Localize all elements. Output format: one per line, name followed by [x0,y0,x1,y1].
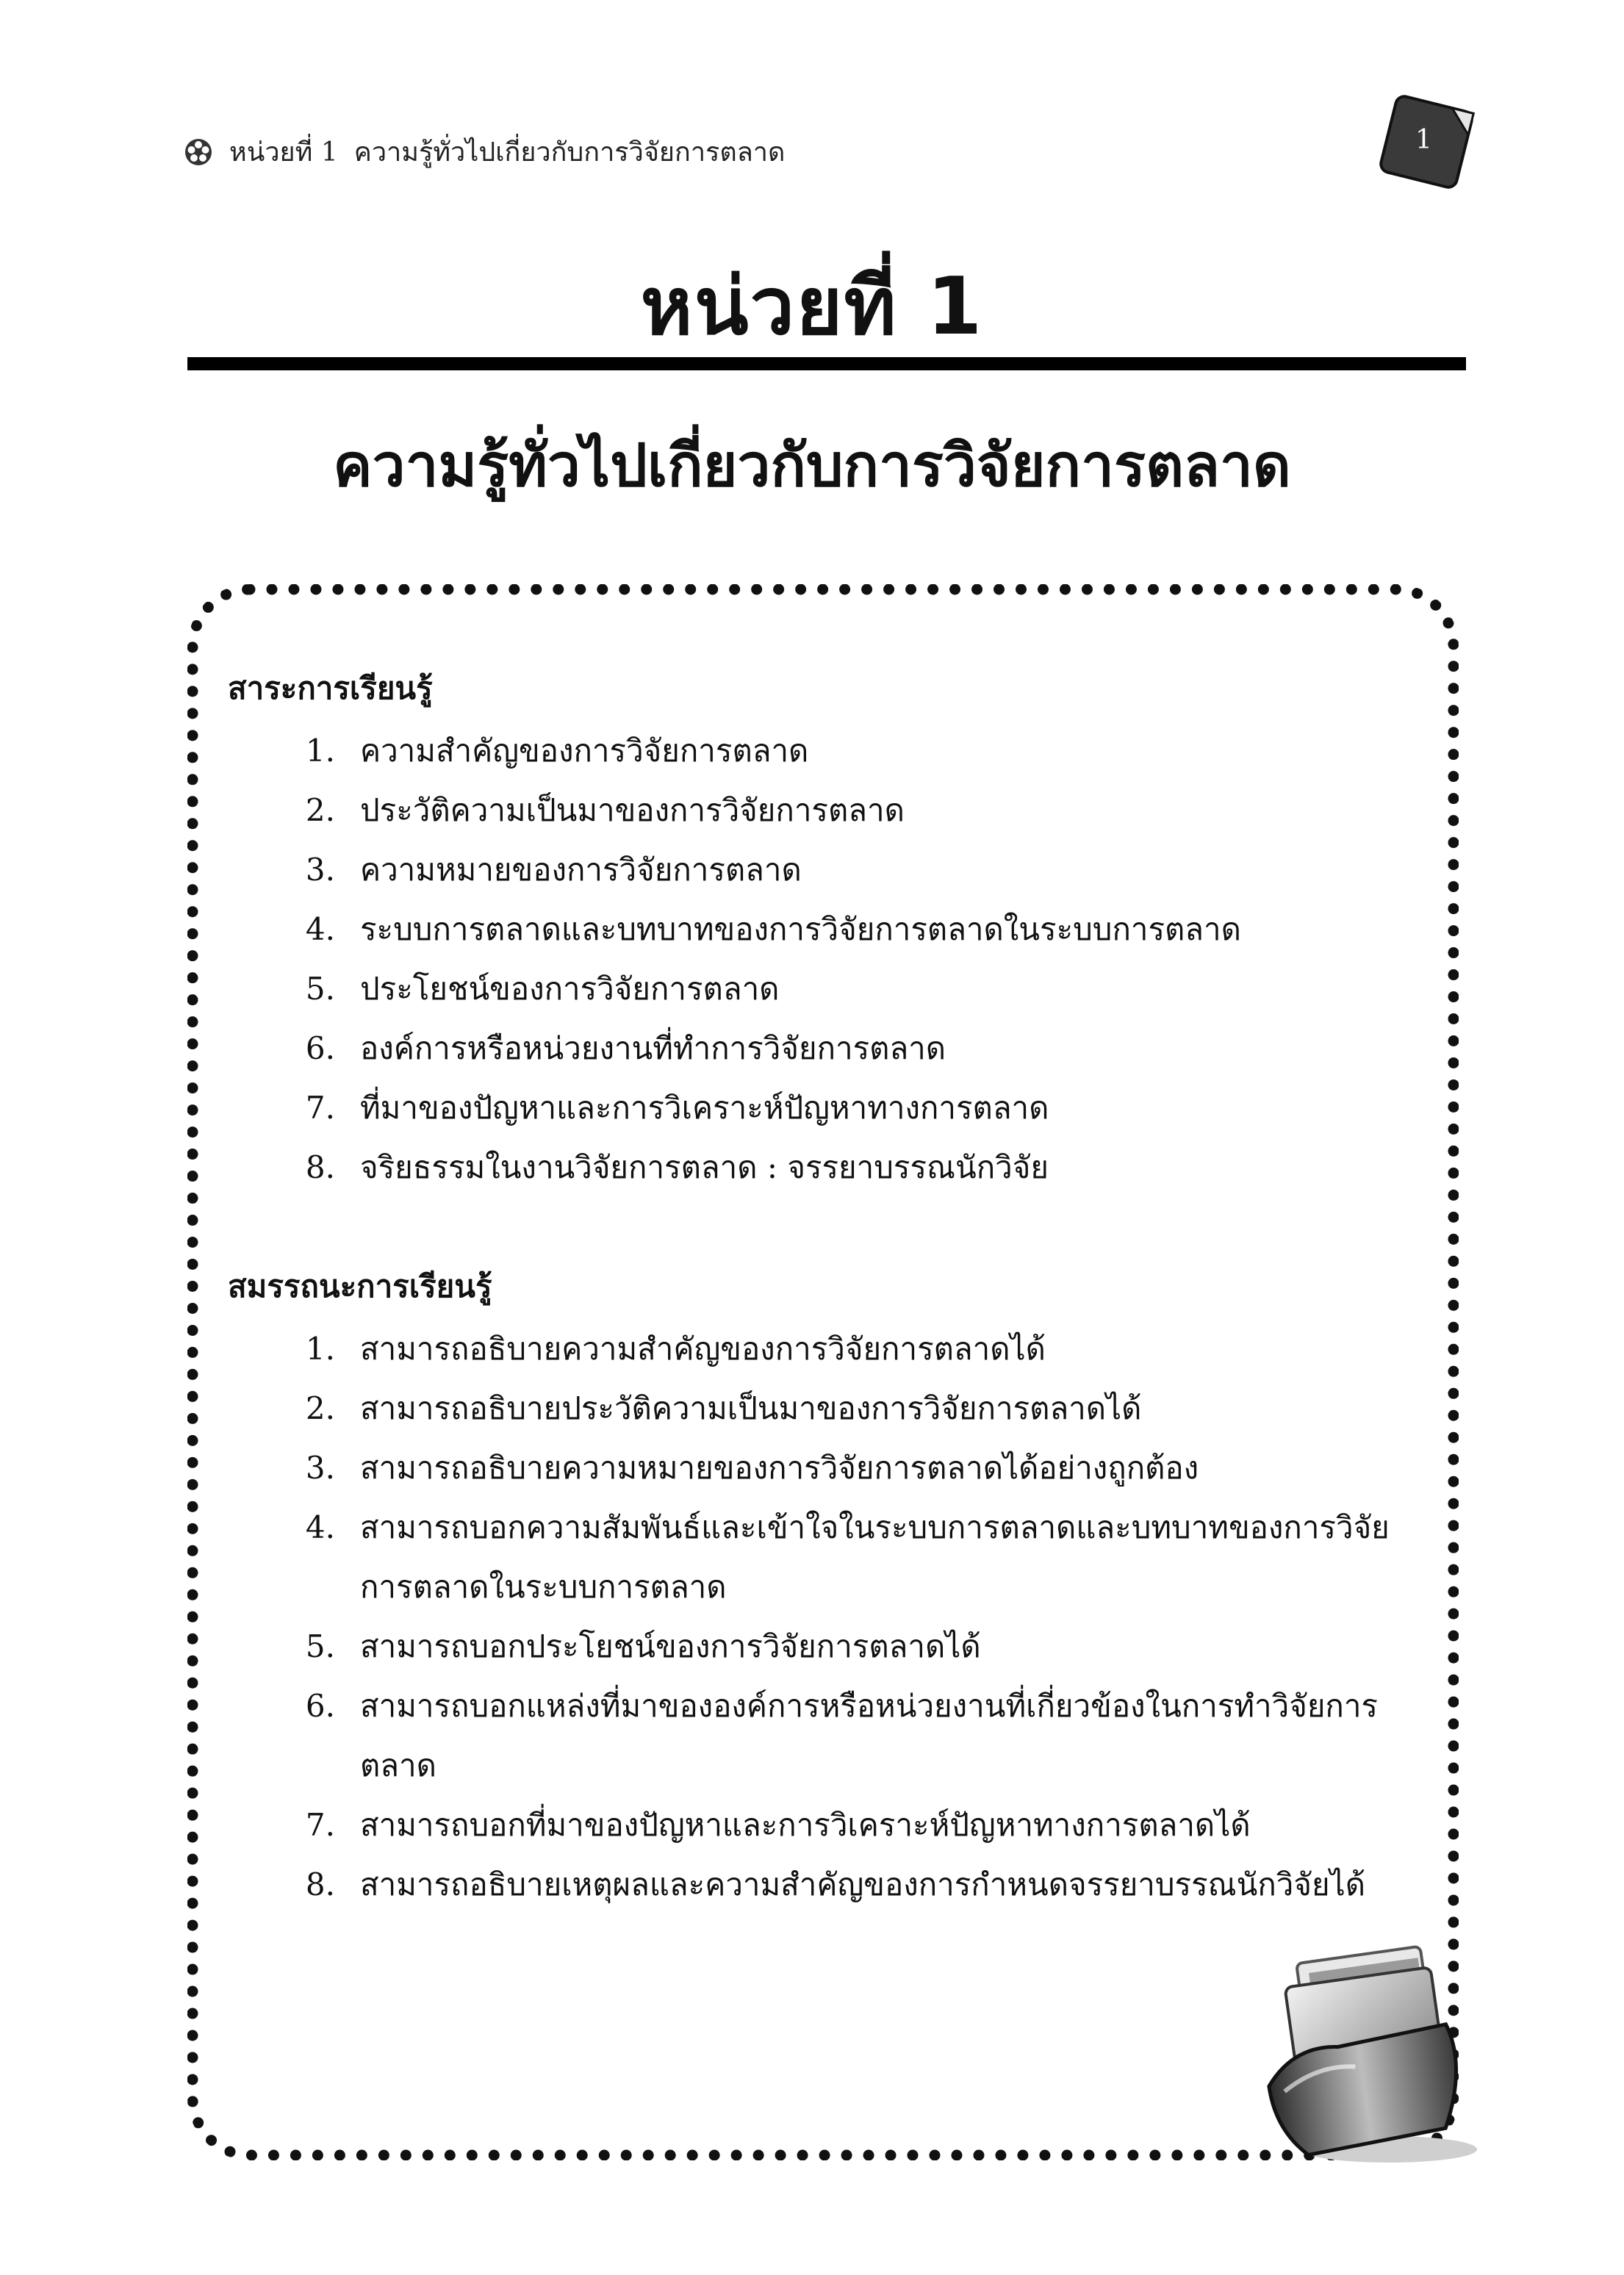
flower-icon [184,137,213,167]
item-text: ที่มาของปัญหาและการวิเคราะห์ปัญหาทางการตลาด [360,1090,1049,1126]
item-text: องค์การหรือหน่วยงานที่ทำการวิจัยการตลาด [360,1030,946,1066]
list-item [228,1078,1440,1138]
item-text: ความสำคัญของการวิจัยการตลาด [360,733,809,769]
item-number: 4. [305,911,335,947]
item-text: ความหมายของการวิจัยการตลาด [360,852,802,888]
list-item [228,1855,1440,1914]
item-text: สามารถอธิบายประวัติความเป็นมาของการวิจัยการตลาดได้ [360,1390,1142,1426]
list-item [228,1018,1440,1078]
list-item [228,840,1440,899]
item-text: สามารถอธิบายความหมายของการวิจัยการตลาดได้อย่างถูกต้อง [360,1450,1199,1486]
list-item [228,959,1440,1018]
header-unit-label: หน่วยที่ 1 [229,137,338,168]
item-text: สามารถอธิบายเหตุผลและความสำคัญของการกำหนดจรรยาบรรณนักวิจัยได้ [360,1866,1365,1902]
item-text: ระบบการตลาดและบทบาทของการวิจัยการตลาดในระบบการตลาด [360,911,1241,947]
list-item [228,1138,1440,1197]
unit-subtitle: ความรู้ทั่วไปเกี่ยวกับการวิจัยการตลาด [333,431,1291,500]
content-area [228,665,1440,1914]
list-item [228,1498,1440,1617]
title-rule [187,357,1466,370]
item-text: สามารถอธิบายความสำคัญของการวิจัยการตลาดได้ [360,1331,1046,1367]
learning-content-list [228,721,1440,1197]
list-item [228,1319,1440,1379]
item-number: 1. [305,733,335,769]
item-number: 3. [305,1450,335,1486]
item-number: 8. [305,1866,335,1902]
item-text: ประวัติความเป็นมาของการวิจัยการตลาด [360,792,905,828]
list-item [228,1617,1440,1676]
item-text: ประโยชน์ของการวิจัยการตลาด [360,971,780,1007]
item-number: 6. [305,1688,335,1724]
list-item [228,721,1440,780]
list-item [228,780,1440,840]
item-number: 8. [305,1149,335,1185]
item-number: 5. [305,1628,335,1664]
unit-title: หน่วยที่ 1 [640,261,984,353]
item-number: 6. [305,1030,335,1066]
item-text: สามารถบอกแหล่งที่มาขององค์การหรือหน่วยงานที่เกี่ยวข้องในการทำวิจัยการตลาด [360,1688,1378,1783]
header-unit-title: ความรู้ทั่วไปเกี่ยวกับการวิจัยการตลาด [353,137,786,168]
item-number: 4. [305,1509,335,1545]
list-item [228,1676,1440,1795]
item-text: จริยธรรมในงานวิจัยการตลาด : จรรยาบรรณนักวิจัย [360,1149,1049,1185]
item-number: 2. [305,792,335,828]
page-number: 1 [1415,125,1432,155]
learning-competencies-list [228,1319,1440,1914]
item-number: 2. [305,1390,335,1426]
item-number: 5. [305,971,335,1007]
list-item [228,1379,1440,1438]
list-item [228,1795,1440,1855]
learning-competencies-heading: สมรรถนะการเรียนรู้ [228,1268,492,1304]
item-number: 3. [305,852,335,888]
item-number: 1. [305,1331,335,1367]
item-text: สามารถบอกความสัมพันธ์และเข้าใจในระบบการตลาดและบทบาทของการวิจัยการตลาดในระบบการตลาด [360,1509,1390,1605]
page-number-badge [1371,87,1481,197]
running-header [184,131,785,173]
item-number: 7. [305,1090,335,1126]
item-number: 7. [305,1807,335,1843]
learning-content-heading: สาระการเรียนรู้ [228,670,433,706]
item-text: สามารถบอกประโยชน์ของการวิจัยการตลาดได้ [360,1628,981,1664]
list-item [228,899,1440,959]
item-text: สามารถบอกที่มาของปัญหาและการวิเคราะห์ปัญหาทางการตลาดได้ [360,1807,1251,1843]
folder-icon [1249,1925,1484,2168]
list-item [228,1438,1440,1498]
